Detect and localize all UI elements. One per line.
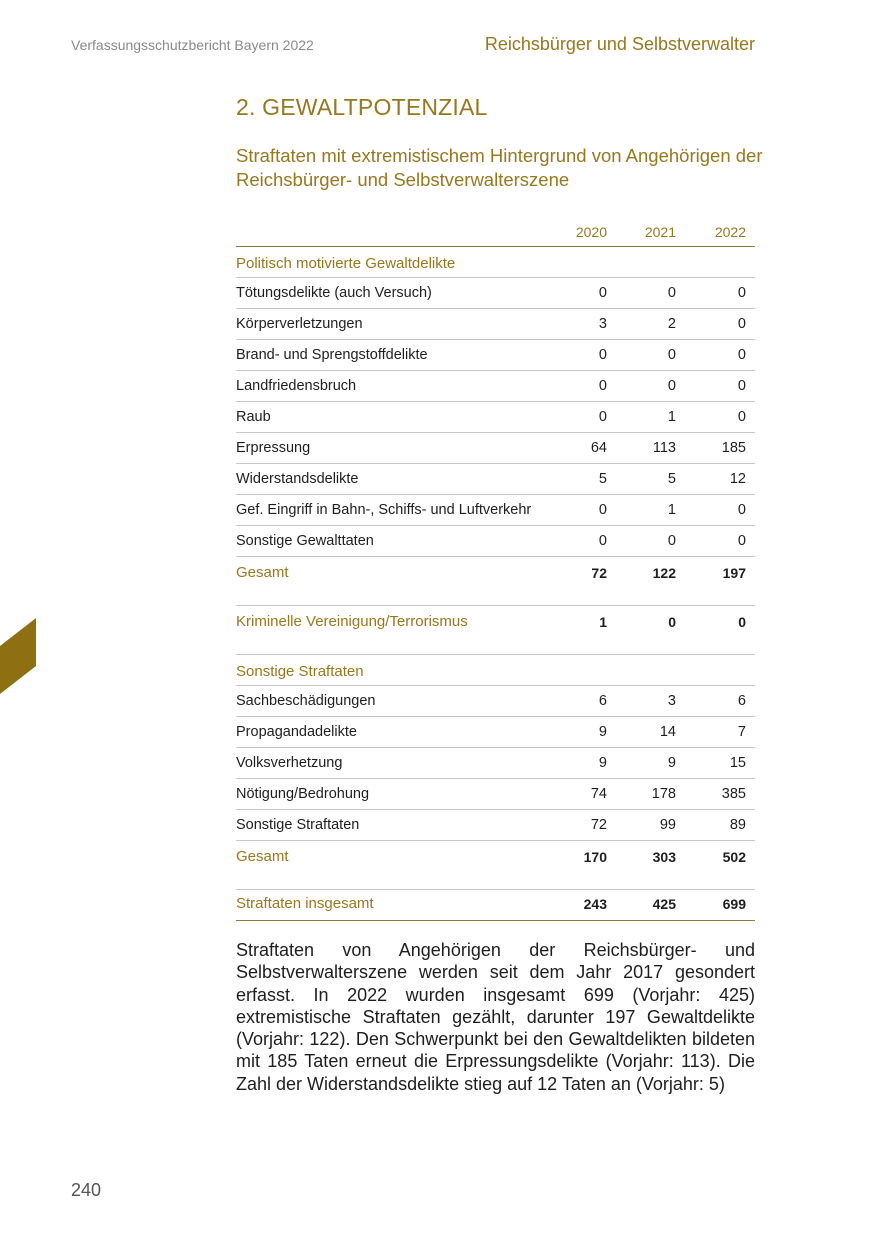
cell-value: 0 [737,285,746,301]
table-row [236,810,755,841]
cell-value: 0 [737,502,746,518]
row-label: Landfriedensbruch [236,378,357,394]
table-header-row [236,216,755,247]
cell-value: 0 [598,347,607,363]
cell-value: 99 [659,817,676,833]
cell-value: 0 [737,316,746,332]
category-heading-violent [236,247,755,278]
total-value: 0 [738,614,746,630]
table-row [236,495,755,526]
table-row [236,748,755,779]
cell-value: 0 [598,533,607,549]
cell-value: 64 [590,440,607,456]
running-head-left: Verfassungsschutzbericht Bayern 2022 [71,37,314,53]
table-row [236,717,755,748]
row-label: Raub [236,409,271,425]
subtotal-row-violent [236,557,755,587]
cell-value: 72 [590,817,607,833]
table-row [236,402,755,433]
table-row [236,278,755,309]
table-row [236,309,755,340]
chapter-edge-marker [0,618,36,694]
year-header: 2020 [575,224,607,240]
cell-value: 0 [598,502,607,518]
cell-value: 15 [729,755,746,771]
cell-value: 3 [667,693,676,709]
cell-value: 7 [737,724,746,740]
total-value: 303 [652,849,676,865]
cell-value: 2 [667,316,676,332]
grand-total-label: Straftaten insgesamt [236,895,374,912]
cell-value: 113 [652,440,676,456]
row-label: Gef. Eingriff in Bahn-, Schiffs- und Luftverkehr [236,502,532,518]
table-row [236,433,755,464]
total-value: 170 [583,849,607,865]
table-row [236,686,755,717]
grand-total-value: 243 [583,896,607,912]
total-label: Gesamt [236,848,289,865]
row-label: Körperverletzungen [236,316,363,332]
row-label: Sachbeschädigungen [236,693,376,709]
cell-value: 0 [667,347,676,363]
table-row [236,464,755,495]
row-label: Tötungsdelikte (auch Versuch) [236,285,432,301]
table-row [236,371,755,402]
total-value: 197 [722,565,746,581]
section-title: 2. GEWALTPOTENZIAL [236,94,488,120]
section-separator [236,636,755,655]
category-label: Kriminelle Vereinigung/Terrorismus [236,613,468,630]
year-header: 2022 [714,224,746,240]
page-number: 240 [71,1180,102,1200]
cell-value: 0 [737,347,746,363]
row-label: Sonstige Straftaten [236,817,360,833]
grand-total-row [236,890,755,921]
category-label: Politisch motivierte Gewaltdelikte [236,255,456,272]
cell-value: 0 [598,409,607,425]
cell-value: 9 [598,724,607,740]
cell-value: 385 [721,786,746,802]
cell-value: 0 [667,285,676,301]
table-row [236,340,755,371]
category-label: Sonstige Straftaten [236,663,364,680]
row-label: Brand- und Sprengstoffdelikte [236,347,428,363]
cell-value: 185 [721,440,746,456]
cell-value: 5 [667,471,676,487]
table-title: Straftaten mit extremistischem Hintergrund von Angehörigen der Reichsbürger- und Selbstverwalterszene [236,145,763,190]
cell-value: 89 [729,817,746,833]
subtotal-row-other [236,841,755,871]
cell-value: 0 [737,378,746,394]
cell-value: 178 [651,786,676,802]
total-value: 122 [652,565,676,581]
category-heading-other [236,655,755,686]
grand-total-value: 699 [722,896,746,912]
cell-value: 3 [598,316,607,332]
total-value: 72 [591,565,607,581]
row-label: Sonstige Gewalttaten [236,533,374,549]
cell-value: 0 [737,409,746,425]
year-header: 2021 [644,224,676,240]
cell-value: 5 [598,471,607,487]
cell-value: 74 [590,786,607,802]
cell-value: 0 [598,378,607,394]
running-head-chapter: Reichsbürger und Selbstverwalter [484,34,755,54]
cell-value: 0 [667,378,676,394]
total-value: 0 [668,614,676,630]
table-row [236,779,755,810]
total-value: 502 [722,849,746,865]
total-label: Gesamt [236,564,289,581]
crime-statistics-table [236,216,755,921]
cell-value: 14 [659,724,676,740]
cell-value: 0 [737,533,746,549]
criminal-organization-row [236,606,755,636]
edge-marker-shape [0,618,36,694]
grand-total-value: 425 [652,896,676,912]
cell-value: 0 [598,285,607,301]
total-value: 1 [599,614,607,630]
cell-value: 6 [737,693,746,709]
row-label: Propagandadelikte [236,724,357,740]
cell-value: 0 [667,533,676,549]
cell-value: 6 [598,693,607,709]
cell-value: 9 [667,755,676,771]
cell-value: 1 [667,409,676,425]
body-paragraph: Straftaten von Angehörigen der Reichsbürger- und Selbstverwalterszene werden seit dem Jahr 2017 gesondert erfasst. In 2022 wurden insgesamt 699 (Vorjahr: 425) extremistische Straftaten gezählt, darunter 197 Gewaltdelikte (Vorjahr: 122). Den Schwerpunkt bei den Gewaltdelikten bildeten mit 185 Taten erneut die Erpressungsdelikte (Vorjahr: 113). Die Zahl der Widerstandsdelikte stieg auf 12 Taten an (Vorjahr: 5) [236,940,755,1094]
table-row [236,526,755,557]
row-label: Erpressung [236,440,311,456]
cell-value: 9 [598,755,607,771]
row-label: Nötigung/Bedrohung [236,786,370,802]
section-separator [236,871,755,890]
row-label: Widerstandsdelikte [236,471,359,487]
row-label: Volksverhetzung [236,755,343,771]
cell-value: 1 [667,502,676,518]
cell-value: 12 [729,471,746,487]
section-separator [236,587,755,606]
